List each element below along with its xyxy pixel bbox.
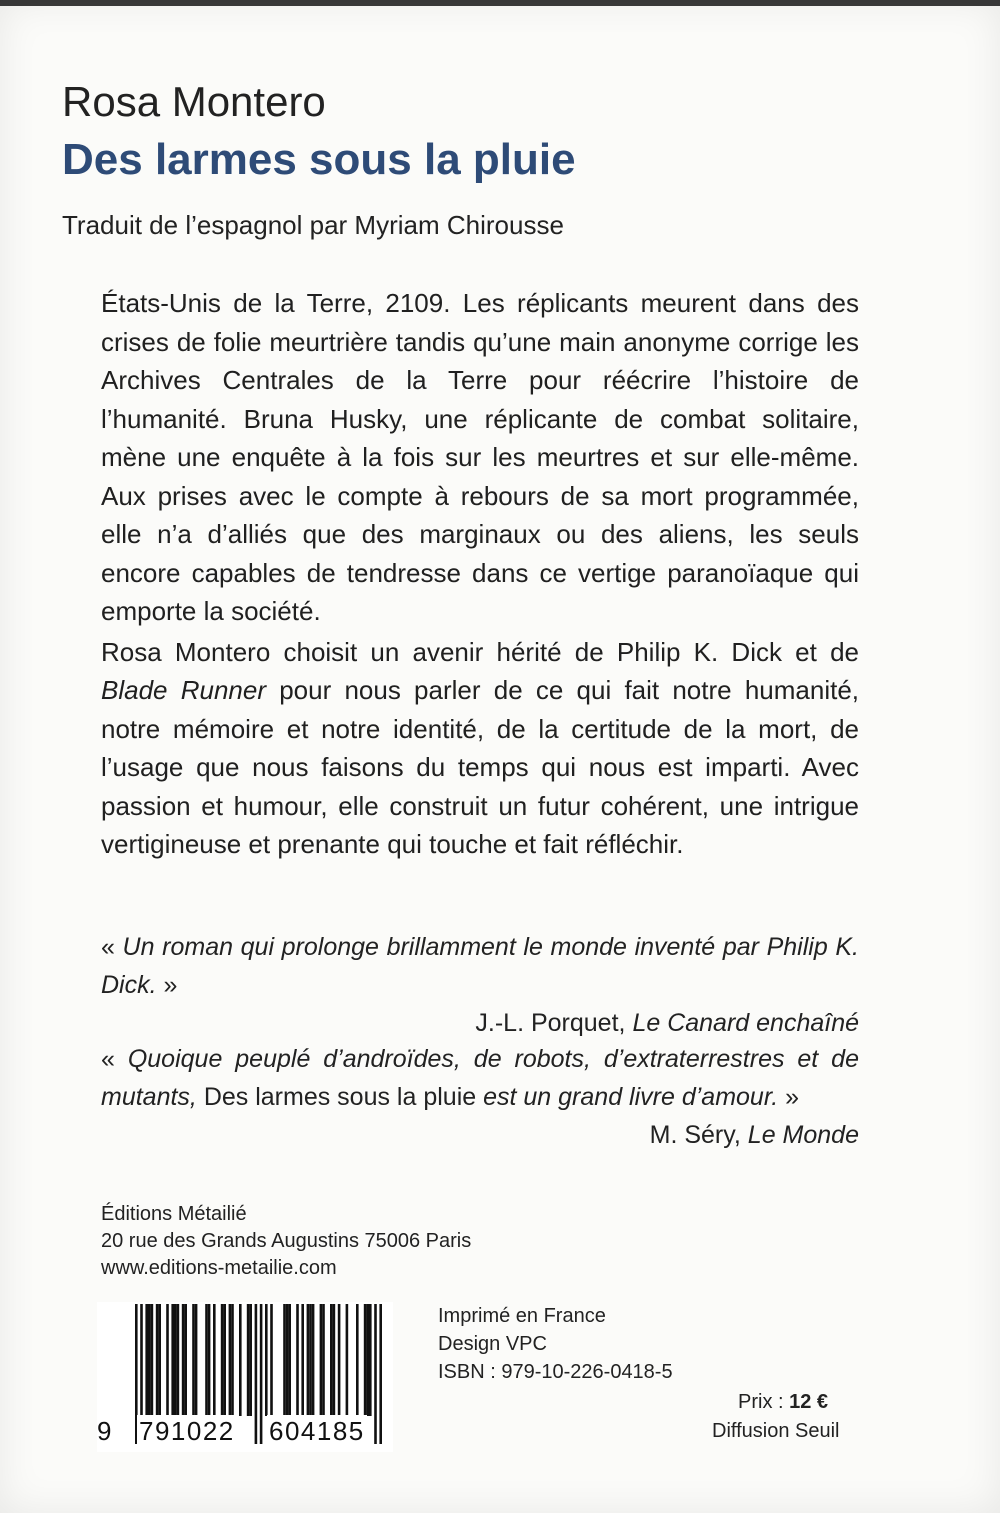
barcode-bar (156, 1304, 159, 1416)
author-name: Rosa Montero (62, 78, 326, 125)
publisher-address: 20 rue des Grands Augustins 75006 Paris (101, 1230, 472, 1252)
barcode-bar (364, 1304, 367, 1416)
barcode-bar (356, 1304, 359, 1416)
cover-top-edge (0, 0, 1000, 6)
barcode-bar (148, 1304, 151, 1416)
quote-close-mark: » (156, 971, 178, 999)
barcode-bar (208, 1304, 211, 1416)
publisher-website: www.editions-metailie.com (101, 1257, 337, 1279)
barcode-bar (177, 1304, 180, 1416)
barcode-bar (309, 1304, 312, 1416)
review-quote-1-attribution (101, 1004, 859, 1042)
review-quote-2-book-title: Des larmes sous la pluie (196, 1083, 484, 1111)
barcode-bar (158, 1304, 161, 1416)
quote-close-mark: » (778, 1083, 800, 1111)
barcode-bar (166, 1304, 169, 1416)
barcode-bar (182, 1304, 185, 1416)
barcode-bar (231, 1304, 234, 1416)
barcode-bar (239, 1304, 242, 1416)
barcode-bar (346, 1304, 349, 1416)
book-blurb (101, 284, 859, 864)
review-quote-2-attribution (101, 1116, 859, 1154)
blurb-paragraph-2-start: Rosa Montero choisit un avenir hérité de Philip K. Dick et de (101, 636, 859, 667)
barcode-bar (307, 1304, 310, 1416)
review-quote-2-italic-1: Quoique peuplé d’androïdes, de robots, d’extraterrestres et de mutants, (101, 1045, 859, 1111)
blurb-film-title: Blade Runner (101, 675, 266, 705)
barcode-bar (205, 1304, 208, 1416)
imprint-printed: Imprimé en France (438, 1305, 606, 1327)
publisher-block (101, 1201, 471, 1282)
distribution: Diffusion Seuil (712, 1420, 840, 1442)
review-quote-1-italic: Un roman qui prolonge brillamment le monde inventé par Philip K. Dick. (101, 933, 859, 999)
publisher-name: Éditions Métailié (101, 1203, 247, 1225)
barcode-bar (265, 1304, 268, 1416)
barcode-bar (338, 1304, 341, 1416)
translator-credit: Traduit de l’espagnol par Myriam Chirousse (62, 210, 564, 240)
barcode-bar (249, 1304, 252, 1416)
review-2-publication: Le Monde (747, 1121, 859, 1149)
barcode-bar (184, 1304, 187, 1416)
review-quote-2 (101, 1040, 859, 1154)
blurb-paragraph-1: États-Unis de la Terre, 2109. Les réplicants meurent dans des crises de folie meurtrière tandis qu’une main anonyme corrige les Archives Centrales de la Terre pour réécrire l’histoire de l’humanité. Bruna Husky, une réplicante de combat solitaire, mène une enquête à la fois sur les meurtres et sur elle-même. Aux prises avec le compte à rebours de sa mort programmée, elle n’a d’alliés que des marginaux ou des aliens, les seuls encore capables de tendresse dans ce vertige paranoïaque qui emporte la société. (101, 288, 859, 626)
review-quote-2-italic-2: est un grand livre d’amour. (483, 1083, 779, 1111)
barcode-bar (229, 1304, 232, 1416)
barcode-digit-first: 9 (97, 1416, 112, 1446)
book-title: Des larmes sous la pluie (62, 135, 576, 184)
barcode-bar (247, 1304, 250, 1416)
barcode-bar (151, 1304, 154, 1416)
imprint-block (438, 1302, 673, 1386)
price-label: Prix : (738, 1391, 790, 1413)
review-1-source: J.-L. Porquet, (475, 1009, 633, 1037)
barcode-digits (97, 1415, 393, 1447)
barcode-bar (213, 1304, 216, 1416)
barcode-bar (296, 1304, 299, 1416)
barcode-bar (223, 1304, 226, 1416)
blurb-paragraph-2 (101, 633, 859, 864)
blurb-paragraph-2-end: pour nous parler de ce qui fait notre humanité, notre mémoire et notre identité, de la certitude de la mort, de l’usage que nous faisons du temps qui nous est imparti. Avec passion et humour, elle construit un futur cohérent, une intrigue vertigineuse et prenante qui touche et fait réfléchir. (101, 675, 860, 859)
review-quote-2-text (101, 1040, 859, 1116)
barcode-bar (288, 1304, 291, 1416)
barcode-bar (286, 1304, 289, 1416)
review-2-source: M. Séry, (649, 1121, 748, 1149)
review-1-publication: Le Canard enchaîné (632, 1009, 859, 1037)
barcode-bar (312, 1304, 315, 1416)
imprint-design: Design VPC (438, 1333, 547, 1355)
barcode-bar (270, 1304, 273, 1416)
quote-open-mark: « (101, 933, 123, 961)
barcode-digits-right: 604185 (269, 1416, 365, 1446)
barcode-bar (174, 1304, 177, 1416)
imprint-isbn: ISBN : 979-10-226-0418-5 (438, 1361, 673, 1383)
barcode-digits-left: 791022 (139, 1416, 235, 1446)
barcode-bar (330, 1304, 333, 1416)
price (738, 1388, 828, 1416)
review-quote-1-text (101, 928, 859, 1004)
quote-open-mark: « (101, 1045, 128, 1073)
barcode-bar (192, 1304, 195, 1416)
barcode-bar (333, 1304, 336, 1416)
barcode-bar (369, 1304, 372, 1416)
barcode-bar (301, 1304, 304, 1416)
barcode-bar (366, 1304, 369, 1416)
review-quote-1 (101, 928, 859, 1042)
barcode-bar (221, 1304, 224, 1416)
price-value: 12 € (789, 1391, 829, 1413)
barcode-bar (322, 1304, 325, 1416)
barcode-bar (171, 1304, 174, 1416)
barcode-bar (320, 1304, 323, 1416)
barcode-bar (145, 1304, 148, 1416)
barcode-bar (195, 1304, 198, 1416)
barcode-bar (283, 1304, 286, 1416)
